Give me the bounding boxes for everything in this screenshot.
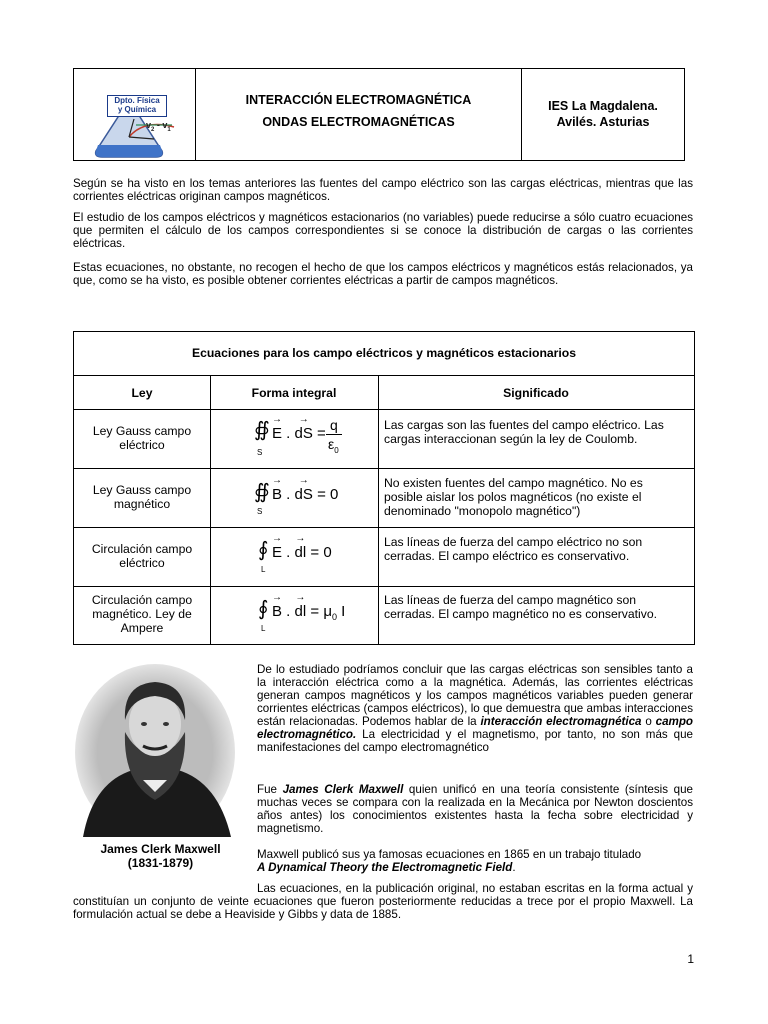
emphasis-maxwell-name: James Clerk Maxwell bbox=[282, 783, 404, 796]
portrait-caption-years: (1831-1879) bbox=[127, 856, 194, 870]
document-subtitle: ONDAS ELECTROMAGNÉTICAS bbox=[262, 115, 455, 129]
table-row-3-meaning: Las líneas de fuerza del campo eléctrico no son cerradas. El campo eléctrico es conservativo. bbox=[384, 535, 643, 563]
table-row-2-meaning: No existen fuentes del campo magnético. No es posible aislar los polos magnéticos (no existe el denominado "monopolo magnético") bbox=[384, 476, 643, 518]
fraction-denominator bbox=[328, 436, 339, 455]
text-run: De lo estudiado podríamos concluir que las cargas eléctricas son sensibles tanto a la interacción eléctrica como a la magnética. Además, las corrientes eléctricas generan campos magnéticos y los campos magnéticos variables pueden generar corrientes eléctricas (campos eléctricos), lo que demuestra que ambas interacciones están relacionadas. Podemos hablar de la bbox=[257, 663, 693, 728]
text-run: quien unificó en una teoría consistente (síntesis que muchas veces se compara con la realizada en la Mecánica por Newton doscientos años antes) los conocimientos existentes hasta la fecha sobre electricidad y magnetismo. bbox=[257, 783, 693, 835]
field-vector: → B bbox=[272, 603, 282, 620]
equation-rhs: = 0 bbox=[310, 544, 332, 561]
equation-rhs-tail: I bbox=[336, 603, 346, 620]
school-location: Avilés. Asturias bbox=[556, 115, 650, 129]
differential-vector: → dl bbox=[295, 544, 307, 561]
logo-label-box bbox=[107, 95, 167, 117]
equation-circulation-electric bbox=[258, 535, 378, 575]
emphasis-interaccion: interacción electromagnética bbox=[480, 715, 642, 728]
school-cell bbox=[522, 69, 684, 160]
differential-vector: → dl bbox=[295, 603, 307, 620]
text-run: La electricidad y el magnetismo, por tanto, no son más que manifestaciones del campo electromagnético bbox=[257, 728, 693, 754]
integrand: → E . → dl = 0 bbox=[272, 544, 332, 561]
row-divider bbox=[74, 468, 694, 469]
law-name-line: Ampere bbox=[120, 621, 164, 635]
publication-title: A Dynamical Theory the Electromagnetic Field bbox=[257, 861, 513, 874]
logo-vector-label: $v_2 - v_1$ bbox=[146, 120, 171, 133]
field-vector: → E bbox=[272, 425, 282, 442]
epsilon-symbol: ε bbox=[328, 436, 335, 452]
row-divider bbox=[74, 586, 694, 587]
table-row-1-law bbox=[74, 424, 210, 452]
surface-integral-symbol: ∯ bbox=[254, 481, 270, 503]
intro-paragraph-3: Estas ecuaciones, no obstante, no recogen el hecho de que los campos eléctricos y magnéticos estás relacionados, ya que, como se ha visto, es posible obtener corrientes eléctricas a partir de campos magnéticos. bbox=[73, 261, 693, 287]
column-header-significado: Significado bbox=[503, 386, 569, 400]
row-divider bbox=[74, 409, 694, 410]
differential-vector: → dS bbox=[295, 425, 313, 442]
fraction-bar bbox=[326, 434, 342, 435]
law-name-line: magnético bbox=[113, 497, 171, 511]
line-integral-symbol: ∮ bbox=[258, 598, 269, 620]
table-row-3-law bbox=[74, 542, 210, 570]
maxwell-portrait bbox=[73, 662, 238, 837]
field-vector: → B bbox=[272, 486, 282, 503]
differential-vector: → dS bbox=[295, 486, 313, 503]
law-name-line: Circulación campo bbox=[91, 593, 193, 607]
text-run: . bbox=[512, 861, 516, 874]
maxwell-paragraph-4: Las ecuaciones, en la publicación original, no estaban escritas en la forma actual y constituían un conjunto de veinte ecuaciones que fueron posteriormente reducidas a trece por el propio Maxwell. La formulación actual se debe a Heaviside y Gibbs y data de 1885. bbox=[73, 882, 693, 921]
equation-rhs: = μ bbox=[310, 603, 332, 620]
mu-subscript: 0 bbox=[331, 612, 337, 622]
integral-limit: S bbox=[257, 448, 263, 457]
integrand: → B . → dl = $\mu_0$ I bbox=[272, 603, 345, 622]
logo-cell bbox=[74, 69, 196, 160]
surface-integral-symbol: ∯ bbox=[254, 419, 270, 441]
column-header-forma-integral: Forma integral bbox=[251, 386, 337, 400]
table-row-2-law bbox=[74, 483, 210, 511]
column-header-ley: Ley bbox=[131, 386, 153, 400]
law-name-line: eléctrico bbox=[119, 556, 165, 570]
column-divider bbox=[378, 375, 379, 644]
law-name-line: magnético. Ley de bbox=[92, 607, 192, 621]
portrait-caption bbox=[73, 842, 248, 870]
line-integral-symbol: ∮ bbox=[258, 539, 269, 561]
row-divider bbox=[74, 375, 694, 376]
text-run: o bbox=[641, 715, 656, 728]
equation-rhs: = 0 bbox=[317, 486, 339, 503]
title-cell bbox=[196, 69, 522, 160]
integrand: → B . → dS = 0 bbox=[272, 486, 338, 503]
document-title: INTERACCIÓN ELECTROMAGNÉTICA bbox=[245, 93, 472, 107]
table-row-1-meaning: Las cargas son las fuentes del campo eléctrico. Las cargas interaccionan según la ley de Coulomb. bbox=[384, 418, 664, 446]
header-table bbox=[73, 68, 685, 161]
emphasis-campo: campo electromagnético. bbox=[257, 715, 694, 741]
fraction-numerator: q bbox=[330, 417, 338, 433]
intro-paragraph-2: El estudio de los campos eléctricos y magnéticos estacionarios (no variables) puede reducirse a sólo cuatro ecuaciones que permiten el cálculo de los campos correspondientes si se conoce la distribución de cargas o las corrientes eléctricas. bbox=[73, 211, 693, 250]
intro-paragraph-1: Según se ha visto en los temas anteriores las fuentes del campo eléctrico son las cargas eléctricas, mientras que las corrientes eléctricas originan campos magnéticos. bbox=[73, 177, 693, 203]
law-name-line: Ley Gauss campo bbox=[92, 483, 192, 497]
law-name-line: Circulación campo bbox=[91, 542, 193, 556]
equation-gauss-electric bbox=[254, 415, 374, 465]
equations-table bbox=[73, 331, 695, 645]
text-run: Fue bbox=[257, 783, 283, 796]
integral-limit: L bbox=[261, 624, 266, 633]
page-number: 1 bbox=[687, 952, 694, 966]
portrait-caption-name: James Clerk Maxwell bbox=[100, 842, 221, 856]
integrand: → E . → dS = bbox=[272, 425, 326, 442]
law-name-line: eléctrico bbox=[119, 438, 165, 452]
table-row-4-meaning: Las líneas de fuerza del campo magnético son cerradas. El campo magnético no es conservativo. bbox=[384, 593, 657, 621]
table-row-4-law bbox=[74, 593, 210, 635]
epsilon-subscript: 0 bbox=[334, 445, 339, 455]
school-name: IES La Magdalena. bbox=[548, 99, 658, 113]
logo-label-line2: y Química bbox=[117, 105, 157, 114]
maxwell-paragraph-2 bbox=[257, 783, 693, 835]
row-divider bbox=[74, 527, 694, 528]
equation-gauss-magnetic bbox=[254, 477, 374, 517]
equation-ampere bbox=[258, 594, 378, 634]
logo-label-line1: Dpto. Física bbox=[114, 96, 160, 105]
text-run: Maxwell publicó sus ya famosas ecuaciones en 1865 en un trabajo titulado bbox=[257, 848, 642, 861]
field-vector: → E bbox=[272, 544, 282, 561]
column-divider bbox=[210, 375, 211, 644]
table-caption: Ecuaciones para los campo eléctricos y magnéticos estacionarios bbox=[191, 346, 577, 360]
integral-limit: L bbox=[261, 565, 266, 574]
law-name-line: Ley Gauss campo bbox=[92, 424, 192, 438]
maxwell-paragraph-3 bbox=[257, 848, 693, 874]
integral-limit: S bbox=[257, 507, 263, 516]
maxwell-paragraph-1 bbox=[257, 663, 693, 754]
